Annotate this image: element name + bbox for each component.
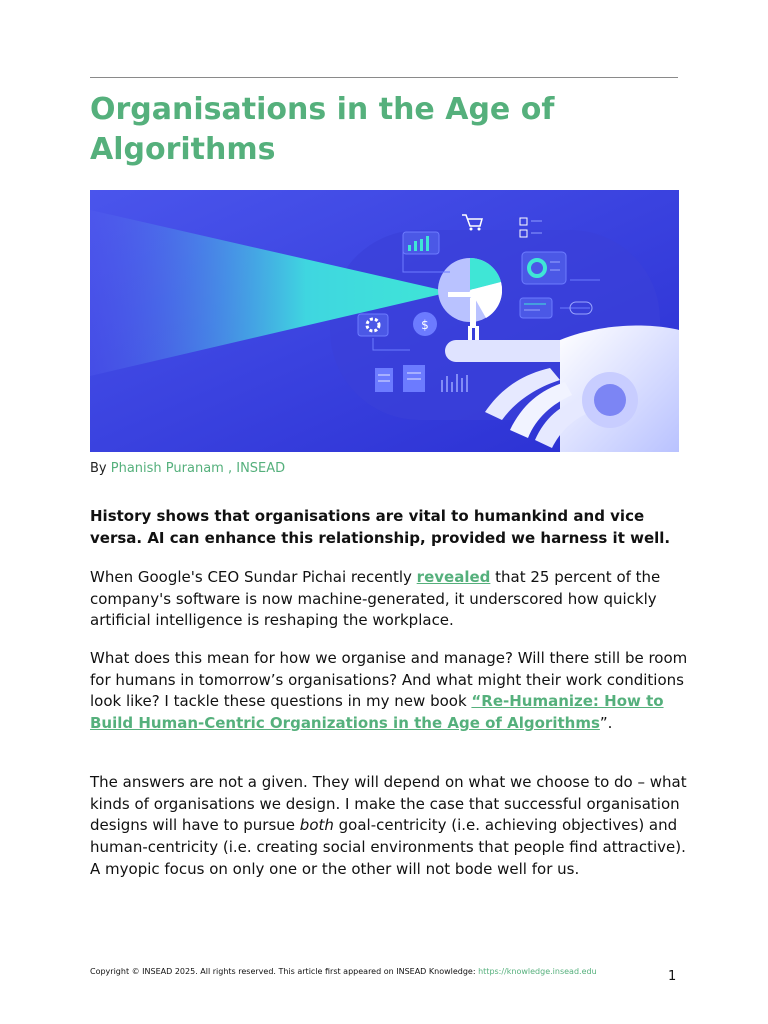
paragraph-1 bbox=[90, 567, 690, 632]
p1-text-after: that 25 percent of the company's software is now machine-generated, it underscored how quickly artificial intelligence is reshaping the workplace. bbox=[90, 568, 661, 630]
author-link[interactable]: Phanish Puranam , INSEAD bbox=[110, 461, 286, 476]
byline bbox=[90, 461, 285, 476]
page-number: 1 bbox=[668, 969, 677, 984]
hero-image bbox=[90, 190, 679, 452]
book-link[interactable]: “Re-Humanize: How to Build Human-Centric Organizations in the Age of Algorithms bbox=[90, 692, 664, 733]
paragraph-2 bbox=[90, 648, 690, 735]
gear-icon bbox=[358, 314, 388, 336]
article-lead: History shows that organisations are vital to humankind and vice versa. AI can enhance this relationship, provided we harness it well. bbox=[90, 507, 671, 547]
footer-url-link[interactable]: https://knowledge.insead.edu bbox=[478, 967, 597, 976]
revealed-link[interactable]: revealed bbox=[416, 568, 491, 586]
p3-text-after: goal-centricity (i.e. achieving objectives) and human-centricity (i.e. creating social environments that people find attractive). A myopic focus on only one or the other will not bode well for us. bbox=[90, 816, 686, 878]
p2-text-after: ”. bbox=[599, 714, 613, 733]
article-title: Organisations in the Age of Algorithms bbox=[90, 92, 555, 167]
p3-text-before: The answers are not a given. They will depend on what we choose to do – what kinds of organisations we design. I make the case that successful organisation designs will have to pursue bbox=[90, 773, 687, 835]
dollar-icon bbox=[413, 312, 437, 336]
bar-chart-icon bbox=[403, 232, 439, 254]
byline-prefix: By bbox=[90, 461, 107, 476]
svg-text:$: $ bbox=[421, 318, 429, 332]
p2-text-before: What does this mean for how we organise and manage? Will there still be room for humans in tomorrow’s organisations? And what might their work conditions look like? I tackle these questions in my new book bbox=[90, 649, 688, 711]
footer-copyright bbox=[90, 967, 597, 976]
p1-text-before: When Google's CEO Sundar Pichai recently bbox=[90, 568, 417, 586]
p3-emphasis: both bbox=[299, 816, 334, 835]
paragraph-3 bbox=[90, 772, 690, 881]
copyright-text: Copyright © INSEAD 2025. All rights reserved. This article first appeared on INSEAD Knowledge: bbox=[90, 967, 479, 976]
top-rule bbox=[90, 77, 678, 78]
